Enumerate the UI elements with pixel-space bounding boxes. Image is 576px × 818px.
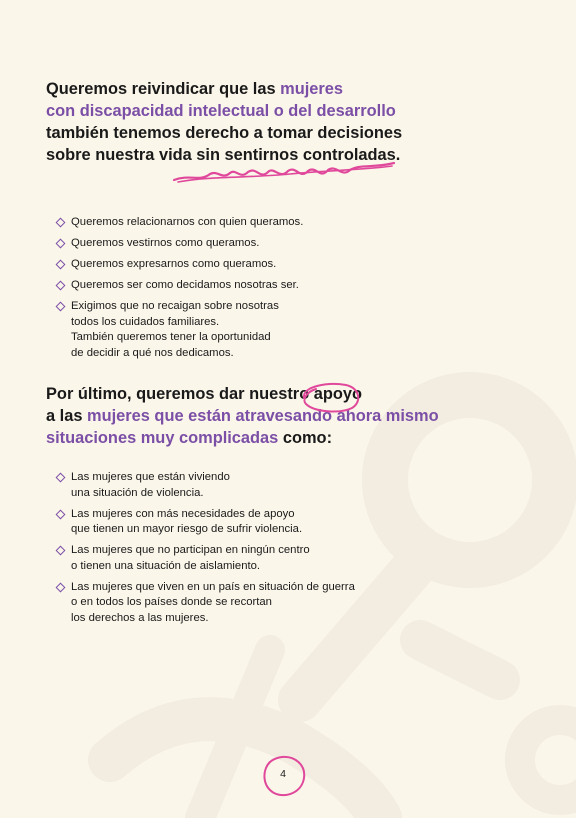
diamond-bullet-icon [56, 582, 66, 592]
heading-support-part3: como: [278, 429, 333, 447]
page-number-text: 4 [280, 768, 286, 780]
squiggle-underline-decoration [170, 160, 400, 186]
list-women-difficult-situations [56, 470, 386, 632]
heading-rights [46, 78, 426, 166]
heading-rights-highlight-discapacidad: con discapacidad intelectual o del desarrollo [46, 102, 396, 120]
heading-support-circled-word: apoyo [313, 385, 363, 403]
circle-mark-decoration [298, 380, 364, 414]
list-item: Las mujeres que no participan en ningún centro o tienen una situación de aislamiento. [56, 543, 386, 574]
list-personal-rights [56, 215, 386, 367]
heading-support-part1: Por último, queremos dar nuestro [46, 385, 314, 403]
list-item: Queremos expresarnos como queramos. [56, 257, 386, 273]
heading-support-part2: a las [46, 407, 88, 425]
list-item: Las mujeres que están viviendo una situación de violencia. [56, 470, 386, 501]
diamond-bullet-icon [56, 546, 66, 556]
diamond-bullet-icon [56, 281, 66, 291]
diamond-bullet-icon [56, 473, 66, 483]
list-item: Exigimos que no recaigan sobre nosotras todos los cuidados familiares. También queremos tener la oportunidad de decidir a qué nos dedicamos. [56, 299, 386, 361]
heading-rights-part2: también tenemos derecho a tomar decisiones sobre nuestra vida sin sentirnos controladas. [46, 124, 403, 164]
diamond-bullet-icon [56, 509, 66, 519]
list-item: Queremos vestirnos como queramos. [56, 236, 386, 252]
list-item: Queremos relacionarnos con quien queramos. [56, 215, 386, 231]
heading-support [46, 383, 446, 449]
list-item: Queremos ser como decidamos nosotras ser. [56, 278, 386, 294]
heading-support-highlight: mujeres que están atravesando ahora mismo situaciones muy complicadas [46, 407, 439, 447]
heading-rights-highlight-mujeres: mujeres [280, 80, 343, 98]
diamond-bullet-icon [56, 302, 66, 312]
list-item: Las mujeres con más necesidades de apoyo que tienen un mayor riesgo de sufrir violencia. [56, 507, 386, 538]
heading-rights-part1: Queremos reivindicar que las [46, 80, 281, 98]
diamond-bullet-icon [56, 239, 66, 249]
list-item: Las mujeres que viven en un país en situación de guerra o en todos los países donde se recortan los derechos a las mujeres. [56, 580, 386, 627]
page-number [258, 752, 310, 800]
diamond-bullet-icon [56, 260, 66, 270]
diamond-bullet-icon [56, 218, 66, 228]
